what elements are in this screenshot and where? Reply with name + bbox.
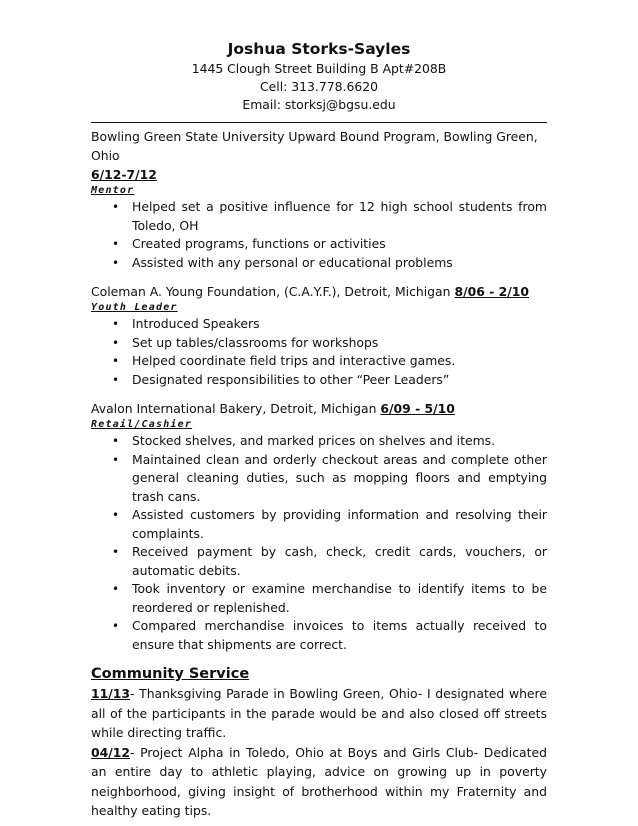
cell-line: Cell: 313.778.6620 xyxy=(260,79,378,94)
job-role: Youth Leader xyxy=(91,302,178,313)
job-entry xyxy=(91,127,547,272)
job-duty: • Assisted customers by providing information and resolving their complaints. xyxy=(112,507,547,541)
community-entry xyxy=(91,684,547,743)
community-entry-date: 04/12 xyxy=(91,744,131,760)
job-duty: • Received payment by cash, check, credit cards, vouchers, or automatic debits. xyxy=(112,544,547,578)
community-entry-text: - Thanksgiving Parade in Bowling Green, Ohio- I designated where all of the participants in the parade would be and also closed off streets while directing traffic. xyxy=(91,686,547,740)
job-role: Mentor xyxy=(91,185,135,196)
job-duty: • Maintained clean and orderly checkout areas and complete other general cleaning duties, such as mopping floors and emptying trash cans. xyxy=(112,451,547,504)
job-entry xyxy=(91,282,547,389)
job-duties-list xyxy=(91,198,547,272)
job-duty: • Assisted with any personal or educational problems xyxy=(91,254,547,273)
resume-header xyxy=(91,38,547,114)
community-entry-date: 11/13 xyxy=(91,686,131,701)
job-duty: • Set up tables/classrooms for workshops xyxy=(91,334,547,353)
job-entry xyxy=(91,399,547,654)
section-heading: Community Service xyxy=(91,666,250,682)
bullet-icon: • xyxy=(112,200,120,214)
job-duty: • Helped set a positive influence for 12 high school students from Toledo, OH xyxy=(112,199,547,233)
job-organization: Avalon International Bakery, Detroit, Michigan xyxy=(91,401,377,416)
bullet-icon: • xyxy=(112,255,120,270)
bullet-icon: • xyxy=(112,619,120,633)
bullet-icon: • xyxy=(112,545,120,559)
job-duties-list xyxy=(91,315,547,389)
bullet-icon: • xyxy=(112,237,120,251)
job-organization-line xyxy=(91,282,547,301)
job-duty: • Designated responsibilities to other “Peer Leaders” xyxy=(91,371,547,390)
resume-page xyxy=(91,38,547,821)
job-dates: 6/12-7/12 xyxy=(91,167,157,182)
header-divider xyxy=(91,122,547,123)
job-duties-list xyxy=(91,432,547,654)
job-duty: • Created programs, functions or activities xyxy=(91,235,547,254)
bullet-icon: • xyxy=(112,434,120,448)
job-dates: 6/09 - 5/10 xyxy=(380,401,455,416)
community-entry xyxy=(91,743,547,821)
job-organization: Bowling Green State University Upward Bound Program, Bowling Green, Ohio xyxy=(91,129,538,163)
community-service-section xyxy=(91,664,547,821)
job-duty: • Introduced Speakers xyxy=(91,315,547,334)
applicant-name: Joshua Storks-Sayles xyxy=(227,40,411,58)
job-organization-line xyxy=(91,399,547,418)
bullet-icon: • xyxy=(112,452,120,467)
bullet-icon: • xyxy=(112,354,120,368)
address-line: 1445 Clough Street Building B Apt#208B xyxy=(191,61,447,76)
job-duty: • Compared merchandise invoices to items actually received to ensure that shipments are correct. xyxy=(112,618,547,652)
job-organization: Coleman A. Young Foundation, (C.A.Y.F.), Detroit, Michigan xyxy=(91,284,451,299)
bullet-icon: • xyxy=(112,317,120,331)
job-dates: 8/06 - 2/10 xyxy=(454,284,530,299)
community-entry-text: - Project Alpha in Toledo, Ohio at Boys and Girls Club- Dedicated an entire day to athletic playing, advice on growing up in poverty neighborhood, giving insight of brotherhood within my Fraternity and healthy eating tips. xyxy=(91,744,547,818)
job-role: Retail/Cashier xyxy=(91,419,193,430)
bullet-icon: • xyxy=(112,582,120,596)
email-line: Email: storksj@bgsu.edu xyxy=(242,97,396,112)
bullet-icon: • xyxy=(112,335,120,350)
job-duty: • Took inventory or examine merchandise to identify items to be reordered or replenished. xyxy=(112,581,547,615)
bullet-icon: • xyxy=(112,508,120,522)
job-duty: • Helped coordinate field trips and interactive games. xyxy=(91,352,547,371)
job-duty: • Stocked shelves, and marked prices on shelves and items. xyxy=(91,432,547,451)
bullet-icon: • xyxy=(112,372,120,387)
